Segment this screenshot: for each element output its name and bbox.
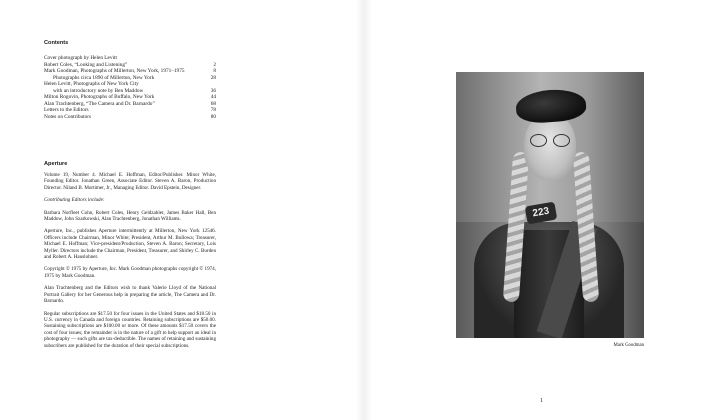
masthead-paragraph: Barbara Norfleet Cohn, Robert Coles, Henry Geldzahler, James Baker Hall, Ben Maddow, John Szarkowski, Alan Trachtenberg, Jonathan Williams. (44, 209, 216, 223)
contents-row (44, 114, 216, 121)
contents-row-page: 36 (210, 87, 216, 94)
contents-row-title: Milton Rogovin, Photographs of Buffalo, New York (44, 94, 155, 100)
photo-page (372, 0, 720, 420)
page-gutter (356, 0, 372, 420)
contents-row-page: 2 (213, 61, 216, 68)
masthead-text (44, 172, 216, 355)
masthead-paragraph: Copyright © 1975 by Aperture, Inc. Mark Goodman photographs copyright © 1974, 1975 by Mark Goodman. (44, 266, 216, 279)
contents-row-title: Photographs circa 1890 of Millerton, New York (53, 74, 155, 81)
aperture-heading: Aperture (44, 161, 68, 167)
contents-row-title: Robert Coles, “Looking and Listening” (44, 61, 128, 68)
contents-list (44, 55, 216, 120)
masthead-paragraph: Contributing Editors include: (44, 197, 105, 204)
contents-row-title: Mark Goodman, Photographs of Millerton, New York, 1971–1975 (44, 68, 185, 74)
masthead-paragraph: Alan Trachtenberg and the Editors wish to thank Valerie Lloyd of the National Portrait Gallery for her Generous help in preparing the article, The Camera and Dr. Barnardo. (44, 285, 216, 305)
contents-row-title: Helen Levitt, Photographs of New York City (44, 81, 139, 87)
contents-row-page: 80 (210, 113, 216, 120)
photo-glasses-left-lens (530, 134, 547, 147)
contents-row-title: Cover photograph by Helen Levitt (44, 55, 117, 61)
contents-row-title: with an introductory note by Ben Maddow (53, 87, 144, 94)
photo-glasses-right-lens (553, 134, 570, 147)
contents-section (44, 40, 216, 120)
masthead-paragraph: Volume 19, Number 4. Michael E. Hoffman, Editor/Publisher. Minor White, Founding Editor. Jonathan Green, Associate Editor. Steven A. Baron, Production Director. Niland B. Mortimer, Jr., Managing Editor. David Epstein, Designer. (44, 172, 216, 191)
photo-caption: Mark Goodman (613, 343, 644, 348)
masthead-paragraph: Aperture, Inc., publishes Aperture intermittently at Millerton, New York 12546. Officers include Chairman, Minor White; President, Arthur M. Bullowa; Treasurer, Michael E. Hoffman; Vice-president/Production, Steven A. Baron; Secretary, Lois Myller. Directors include the Chairman, President, Treasurer, and Shirley C. Burden and Robert A. Hauslohner. (44, 228, 216, 261)
contents-row-page: 68 (210, 100, 216, 107)
contents-row-title: Letters to the Editors (44, 107, 89, 113)
contents-row-page: 28 (210, 74, 216, 81)
masthead-paragraph: Regular subscriptions are $17.50 for four issues in the United States and $18.50 in U.S. currency in Canada and foreign countries. Retaining subscriptions are $50.00. Sustaining subscriptions are $100.00 or more. Of these amounts $17.50 covers the cost of four issues; the remainder is in the nature of a gift to help support an ideal in photography — such gifts are tax-deductible. The names of retaining and sustaining subscribers are published for the duration of their special subscriptions. (44, 310, 216, 349)
contents-row-title: Alan Trachtenberg, “The Camera and Dr. Barnardo” (44, 100, 155, 107)
contents-row-page: 78 (210, 107, 216, 113)
portrait-photograph (456, 72, 644, 338)
contents-heading: Contents (44, 40, 69, 46)
contents-row-title: Notes on Contributors (44, 113, 92, 120)
contents-row-page: 44 (210, 94, 216, 100)
troop-number-badge: 223 (525, 202, 558, 225)
page-number: 1 (540, 398, 543, 404)
contents-row-page: 8 (213, 68, 216, 74)
photo-subject-face (524, 114, 576, 180)
